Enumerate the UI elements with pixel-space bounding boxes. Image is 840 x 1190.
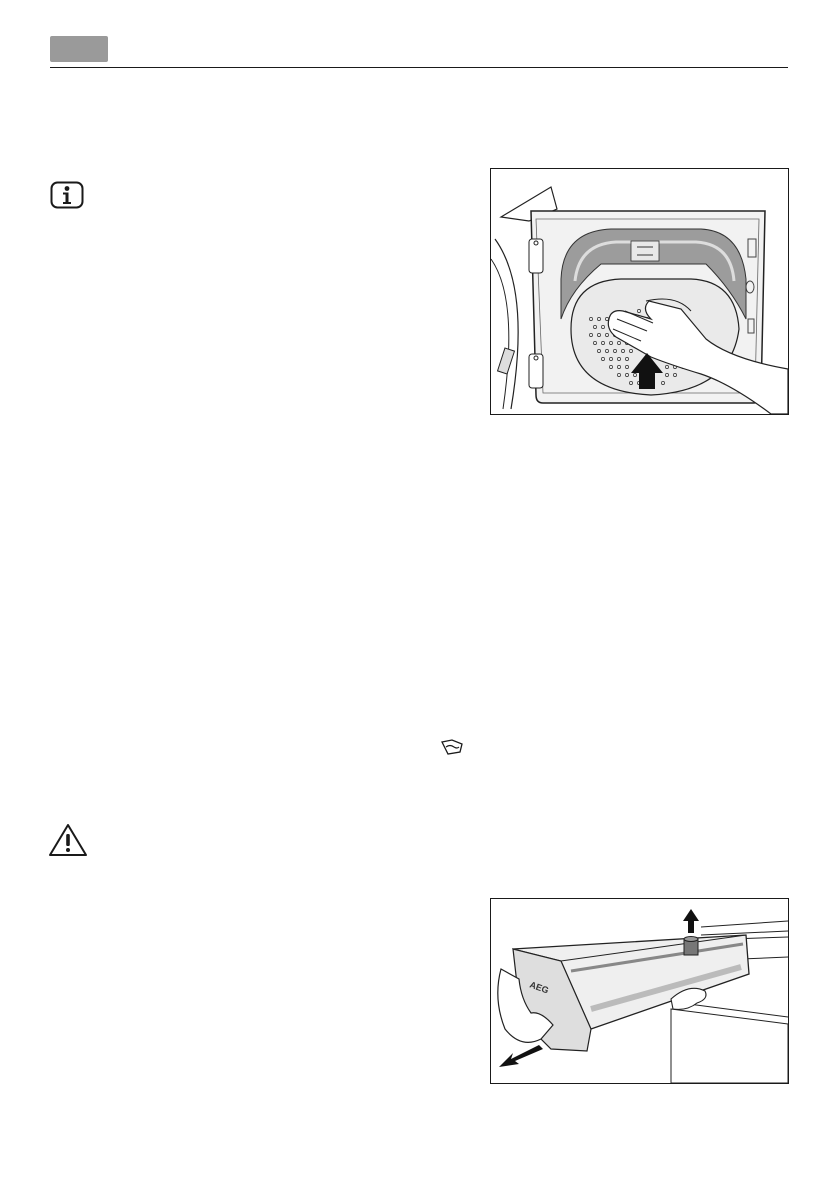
dryer-symbol-icon [440,738,464,756]
header-divider [50,67,788,68]
warning-icon [48,823,88,857]
tank-brand-label: AEG [528,979,551,996]
door-filter-illustration [490,168,789,415]
page-section-tab [50,36,108,62]
info-icon [50,181,84,209]
water-tank-illustration [490,898,789,1084]
